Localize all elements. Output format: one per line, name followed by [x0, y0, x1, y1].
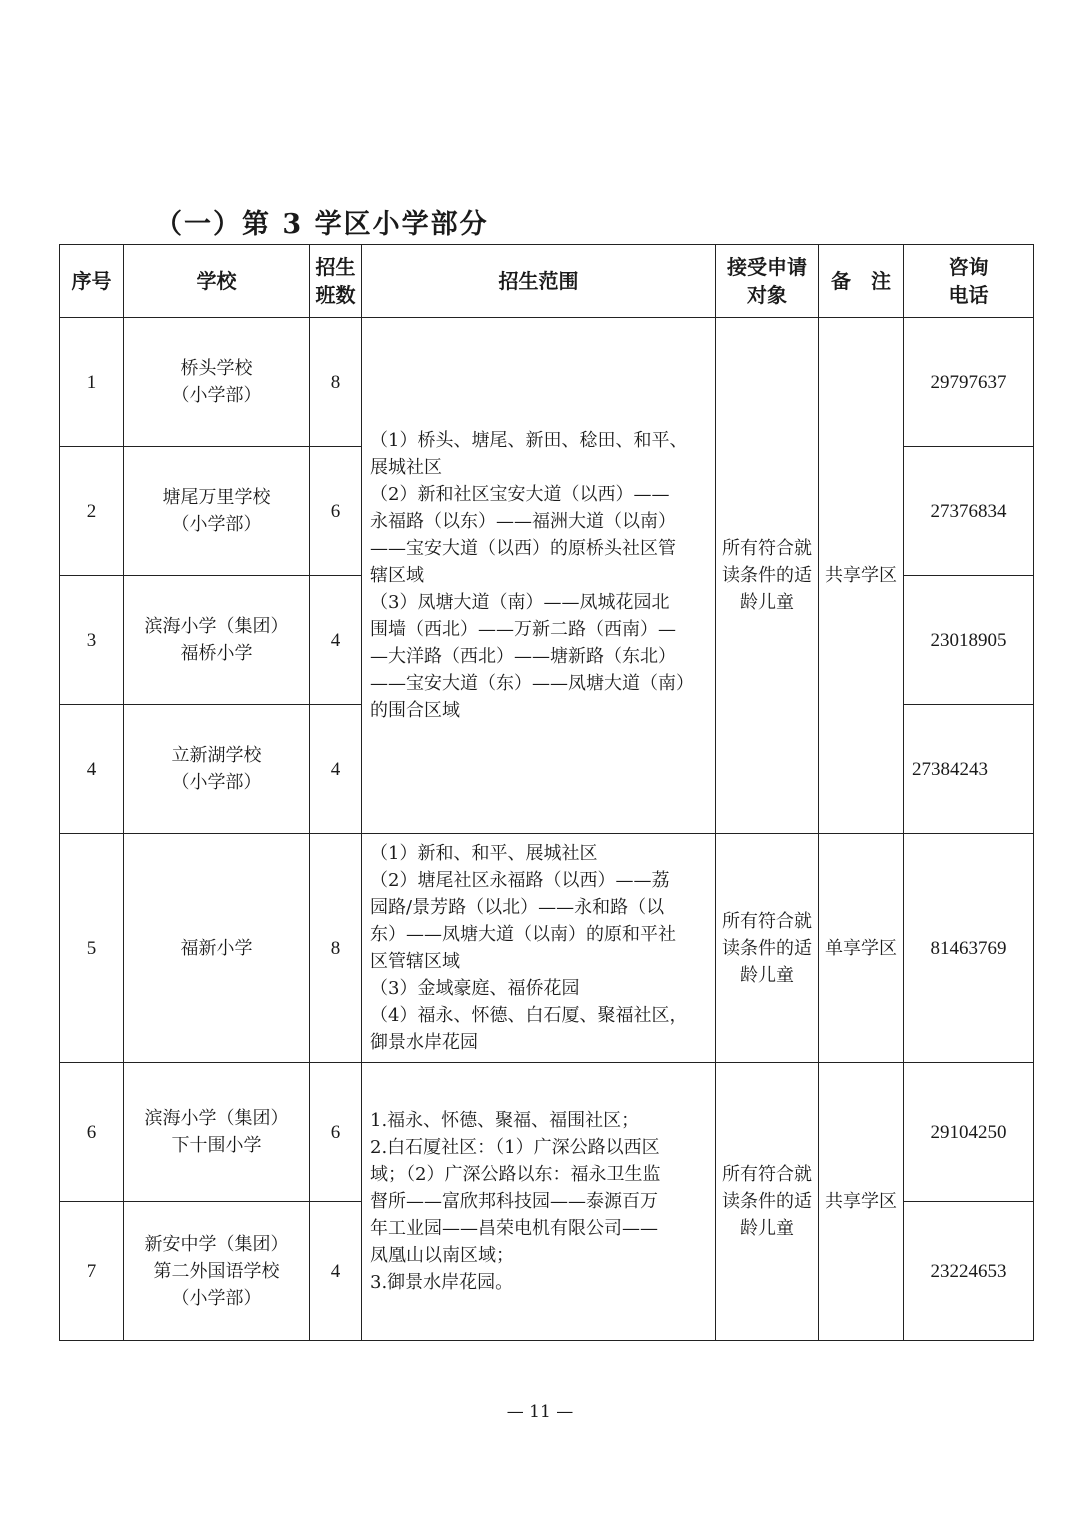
row-school: 立新湖学校 （小学部） [124, 705, 310, 834]
group-applicants: 所有符合就 读条件的适 龄儿童 [716, 834, 819, 1063]
row-classes: 8 [310, 834, 362, 1063]
row-phone: 27376834 [904, 447, 1034, 576]
row-classes: 8 [310, 318, 362, 447]
enrollment-table [59, 244, 1034, 1341]
table-row [60, 318, 1034, 447]
row-school: 滨海小学（集团） 下十围小学 [124, 1063, 310, 1202]
row-index: 4 [60, 705, 124, 834]
row-phone: 27384243 [904, 705, 1034, 834]
row-index: 3 [60, 576, 124, 705]
row-school: 桥头学校 （小学部） [124, 318, 310, 447]
group-remarks: 共享学区 [819, 318, 904, 834]
table-row [60, 1063, 1034, 1202]
header-index: 序号 [60, 245, 124, 318]
row-index: 7 [60, 1202, 124, 1341]
header-row [60, 245, 1034, 318]
row-classes: 4 [310, 576, 362, 705]
row-index: 1 [60, 318, 124, 447]
header-remarks: 备 注 [819, 245, 904, 318]
page-number: — 11 — [506, 1402, 574, 1422]
header-applicants: 接受申请 对象 [716, 245, 819, 318]
header-phone: 咨询 电话 [904, 245, 1034, 318]
group-range: 1.福永、怀德、聚福、福围社区； 2.白石厦社区：（1）广深公路以西区 域；（2）广深公路以东：福永卫生监 督所——富欣邦科技园——泰源百万 年工业园——昌荣电机有限公司—— 凤凰山以南区域； 3.御景水岸花园。 [362, 1063, 716, 1341]
row-classes: 4 [310, 705, 362, 834]
row-classes: 6 [310, 447, 362, 576]
row-phone: 23224653 [904, 1202, 1034, 1341]
row-phone: 29104250 [904, 1063, 1034, 1202]
row-index: 5 [60, 834, 124, 1063]
row-phone: 81463769 [904, 834, 1034, 1063]
row-classes: 6 [310, 1063, 362, 1202]
group-range: （1）新和、和平、展城社区 （2）塘尾社区永福路（以西）——荔 园路/景芳路（以北）——永和路（以 东）——凤塘大道（以南）的原和平社 区管辖区域 （3）金域豪庭、福侨花园 （4）福永、怀德、白石厦、聚福社区， 御景水岸花园 [362, 834, 716, 1063]
header-school: 学校 [124, 245, 310, 318]
row-classes: 4 [310, 1202, 362, 1341]
group-applicants: 所有符合就 读条件的适 龄儿童 [716, 1063, 819, 1341]
group-applicants: 所有符合就 读条件的适 龄儿童 [716, 318, 819, 834]
group-range: （1）桥头、塘尾、新田、稔田、和平、 展城社区 （2）新和社区宝安大道（以西）—— 永福路（以东）——福洲大道（以南） ——宝安大道（以西）的原桥头社区管 辖区域 （3）凤塘大道（南）——凤城花园北 围墙（西北）——万新二路（西南）— —大洋路（西北）——塘新路（东北） ——宝安大道（东）——凤塘大道（南） 的围合区域 [362, 318, 716, 834]
group-remarks: 共享学区 [819, 1063, 904, 1341]
row-index: 6 [60, 1063, 124, 1202]
section-title: （一）第 3 学区小学部分 [155, 209, 489, 240]
header-classes: 招生 班数 [310, 245, 362, 318]
row-school: 福新小学 [124, 834, 310, 1063]
row-phone: 29797637 [904, 318, 1034, 447]
row-phone: 23018905 [904, 576, 1034, 705]
group-remarks: 单享学区 [819, 834, 904, 1063]
row-school: 滨海小学（集团） 福桥小学 [124, 576, 310, 705]
row-school: 塘尾万里学校 （小学部） [124, 447, 310, 576]
row-school: 新安中学（集团） 第二外国语学校 （小学部） [124, 1202, 310, 1341]
table-row [60, 834, 1034, 1063]
row-index: 2 [60, 447, 124, 576]
header-range: 招生范围 [362, 245, 716, 318]
